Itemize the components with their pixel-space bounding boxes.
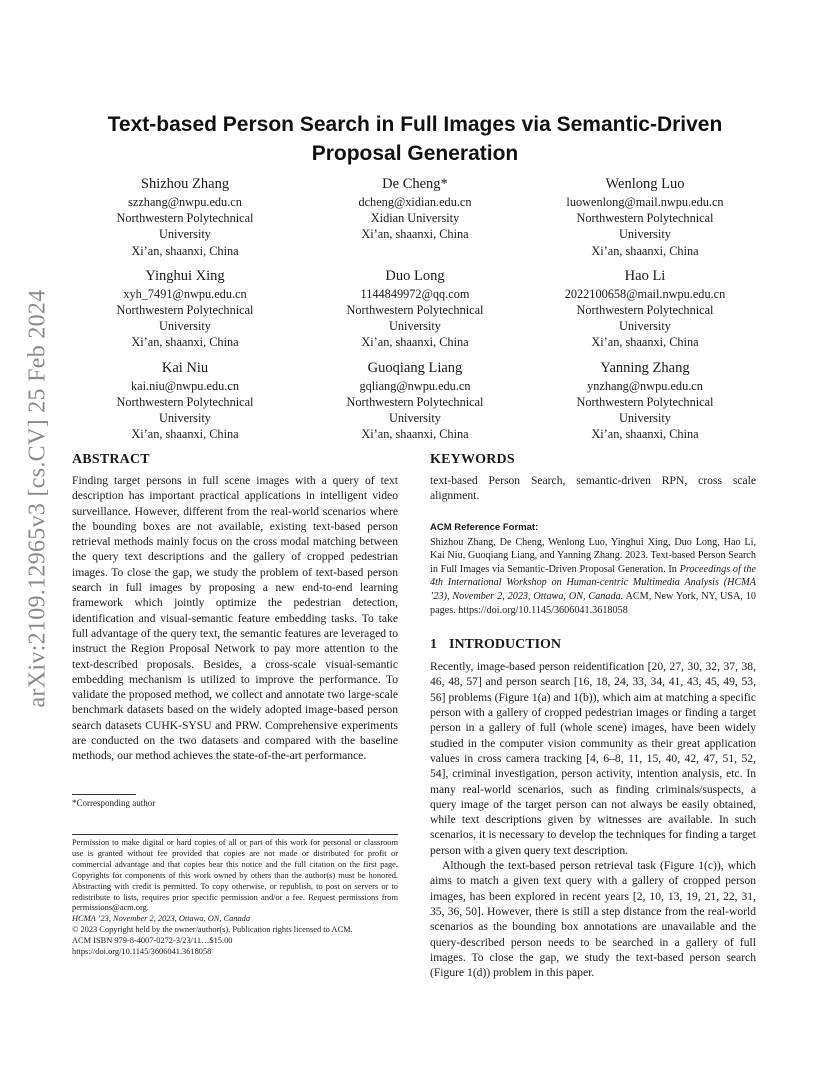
author-name: Yinghui Xing — [145, 267, 225, 284]
author-affiliation: Northwestern Polytechnical — [346, 394, 484, 409]
author-location: Xi’an, shaanxi, China — [361, 427, 469, 442]
author-location: Xi’an, shaanxi, China — [131, 243, 239, 258]
author-name: Wenlong Luo — [605, 176, 685, 192]
author-block — [300, 175, 530, 259]
author-affiliation: Northwestern Polytechnical — [576, 303, 714, 318]
permission-block — [72, 838, 398, 958]
conference-info: HCMA ’23, November 2, 2023, Ottawa, ON, Canada — [72, 914, 251, 924]
author-email: kai.niu@nwpu.edu.cn — [131, 378, 239, 393]
copyright-line: © 2023 Copyright held by the owner/author(s). Publication rights licensed to ACM. — [72, 925, 353, 935]
author-location: Xi’an, shaanxi, China — [131, 335, 239, 350]
author-block — [530, 175, 760, 259]
author-affiliation: Northwestern Polytechnical — [116, 394, 254, 409]
author-email: dcheng@xidian.edu.cn — [358, 195, 472, 209]
author-affiliation: University — [619, 319, 671, 334]
author-name: Yanning Zhang — [600, 359, 690, 376]
acm-reference-venue: Proceedings of the 4th International Workshop on Human-centric Multimedia Analysis (HCMA ’23), November 2, 2023, Ottawa, ON, Canada. — [430, 563, 756, 602]
author-email: 2022100658@mail.nwpu.edu.cn — [564, 286, 726, 301]
author-block — [530, 267, 760, 351]
introduction-paragraph: Recently, image-based person reidentification [20, 27, 30, 32, 37, 38, 46, 48, 57] and person search [16, 18, 24, 33, 34, 41, 43, 45, 49, 53, 56] problems (Figure 1(a) and 1(b)), which aim at matching a specific person with a gallery of cropped pedestrian images or finding a target person in a gallery of full (whole scene) images, have been widely studied in the computer vision community as their great application values in cross camera tracking [4, 6–8, 11, 15, 40, 42, 47, 51, 52, 54], criminal investigation, person activity, intention analysis, etc. In many real-world scenarios, such as finding criminals/suspects, a query image of the target person can not always be easily obtained, while text descriptions given by witnesses are available. In such scenarios, it is necessary to develop the techniques for finding a target person with a given query text description. — [430, 660, 756, 857]
introduction-heading: 1 INTRODUCTION — [430, 637, 562, 653]
author-name: Kai Niu — [161, 359, 209, 376]
permission-notice: Permission to make digital or hard copies of all or part of this work for personal or classroom use is granted without fee provided that copies are not made or distributed for profit or commercial advantage and that copies bear this notice and the full citation on the first page. Copyrights for components of this work owned by others than the author(s) must be honored. Abstracting with credit is permitted. To copy otherwise, or republish, to post on servers or to redistribute to lists, requires prior specific permission and/or a fee. Request permissions from permissions@acm.org. — [72, 838, 398, 913]
author-email: luowenlong@mail.nwpu.edu.cn — [566, 195, 724, 209]
doi-link[interactable]: https://doi.org/10.1145/3606041.3618058 — [72, 947, 212, 957]
permission-divider — [72, 834, 398, 835]
abstract-text: Finding target persons in full scene images with a query of text description has important practical applications in intelligent video surveillance. However, different from the real-world scenarios where the bounding boxes are not available, existing text-based person retrieval methods mainly focus on the cross modal matching between the query text descriptions and the gallery of cropped pedestrian images. To close the gap, we study the problem of text-based person search in full images by proposing a new end-to-end learning framework which jointly optimize the pedestrian detection, identification and visual-semantic feature embedding tasks. To take full advantage of the query text, the semantic features are leveraged to instruct the Region Proposal Network to pay more attention to the text-described proposals. Besides, a cross-scale visual-semantic embedding mechanism is utilized to improve the performance. To validate the proposed method, we collect and annotate two large-scale benchmark datasets based on the widely adopted image-based person search datasets CUHK-SYSU and PRW. Comprehensive experiments are conducted on the two datasets and compared with the baseline methods, our method achieves the state-of-the-art performance. — [72, 474, 398, 763]
author-affiliation: Northwestern Polytechnical — [576, 394, 714, 409]
keywords-text: text-based Person Search, semantic-driven RPN, cross scale alignment. — [430, 474, 756, 503]
author-affiliation: University — [389, 411, 441, 426]
author-affiliation: University — [159, 227, 211, 242]
author-email: 1144849972@qq.com — [360, 286, 470, 301]
author-email: szzhang@nwpu.edu.cn — [128, 195, 242, 209]
author-name: Shizhou Zhang — [140, 176, 230, 192]
abstract-heading: ABSTRACT — [72, 452, 150, 467]
author-location: Xi’an, shaanxi, China — [591, 243, 699, 258]
author-affiliation: Northwestern Polytechnical — [346, 303, 484, 318]
author-affiliation: Northwestern Polytechnical — [116, 303, 254, 318]
author-email: xyh_7491@nwpu.edu.cn — [123, 286, 247, 301]
introduction-paragraph: Although the text-based person retrieval task (Figure 1(c)), which aims to match a given text query with a gallery of cropped person images, has been explored in recent years [2, 10, 13, 19, 21, 22, 31, 35, 36, 50]. However, there is still a step distance from the real-world scenarios as the bounding box annotations are unavailable and the query-described person needs to be searched in a gallery of full images. To close the gap, we study the text-based person search (Figure 1(d)) problem in this paper. — [430, 859, 756, 980]
author-name: De Cheng* — [382, 176, 448, 192]
author-email: gqliang@nwpu.edu.cn — [359, 378, 471, 393]
author-location: Xi’an, shaanxi, China — [591, 335, 699, 350]
author-block — [70, 359, 300, 443]
author-location: Xi’an, shaanxi, China — [131, 427, 239, 442]
author-affiliation: University — [159, 411, 211, 426]
author-email: ynzhang@nwpu.edu.cn — [587, 378, 703, 393]
left-column — [72, 452, 398, 764]
author-affiliation: Northwestern Polytechnical — [116, 211, 254, 226]
author-list — [70, 175, 760, 442]
author-affiliation: University — [619, 227, 671, 242]
author-affiliation: University — [389, 319, 441, 334]
author-affiliation: Xidian University — [370, 211, 460, 226]
author-location: Xi’an, shaanxi, China — [361, 335, 469, 350]
author-affiliation: University — [159, 319, 211, 334]
author-block — [70, 267, 300, 351]
footnote-corresponding-author: *Corresponding author — [72, 798, 156, 808]
section-number: 1 — [430, 637, 437, 653]
paper-title: Text-based Person Search in Full Images via Semantic-Driven Proposal Generation — [107, 113, 723, 165]
keywords-heading: KEYWORDS — [430, 452, 515, 467]
author-block — [300, 267, 530, 351]
author-affiliation: University — [619, 411, 671, 426]
author-affiliation: Northwestern Polytechnical — [576, 211, 714, 226]
author-location: Xi’an, shaanxi, China — [361, 227, 469, 242]
footnote-divider — [72, 794, 136, 795]
right-column — [430, 452, 756, 980]
acm-reference-heading: ACM Reference Format: — [430, 521, 539, 533]
author-name: Hao Li — [624, 267, 666, 284]
arxiv-identifier: arXiv:2109.12965v3 [cs.CV] 25 Feb 2024 — [24, 288, 51, 708]
isbn-line: ACM ISBN 979-8-4007-0272-3/23/11…$15.00 — [72, 936, 233, 946]
author-block — [530, 359, 760, 443]
acm-reference-text: Shizhou Zhang, De Cheng, Wenlong Luo, Yinghui Xing, Duo Long, Hao Li, Kai Niu, Guoqiang Liang, and Yanning Zhang. 2023. Text-based Person Search in Full Images via Semantic-Driven Proposal Generation. In Proceedings of the 4th International Workshop on Human-centric Multimedia Analysis (HCMA ’23), November 2, 2023, Ottawa, ON, Canada. ACM, New York, NY, USA, 10 pages. https://doi.org/10.1145/3606041.3618058 — [430, 536, 756, 616]
author-name: Duo Long — [385, 267, 445, 284]
author-block — [70, 175, 300, 259]
author-block — [300, 359, 530, 443]
author-name: Guoqiang Liang — [367, 359, 463, 376]
author-location: Xi’an, shaanxi, China — [591, 427, 699, 442]
